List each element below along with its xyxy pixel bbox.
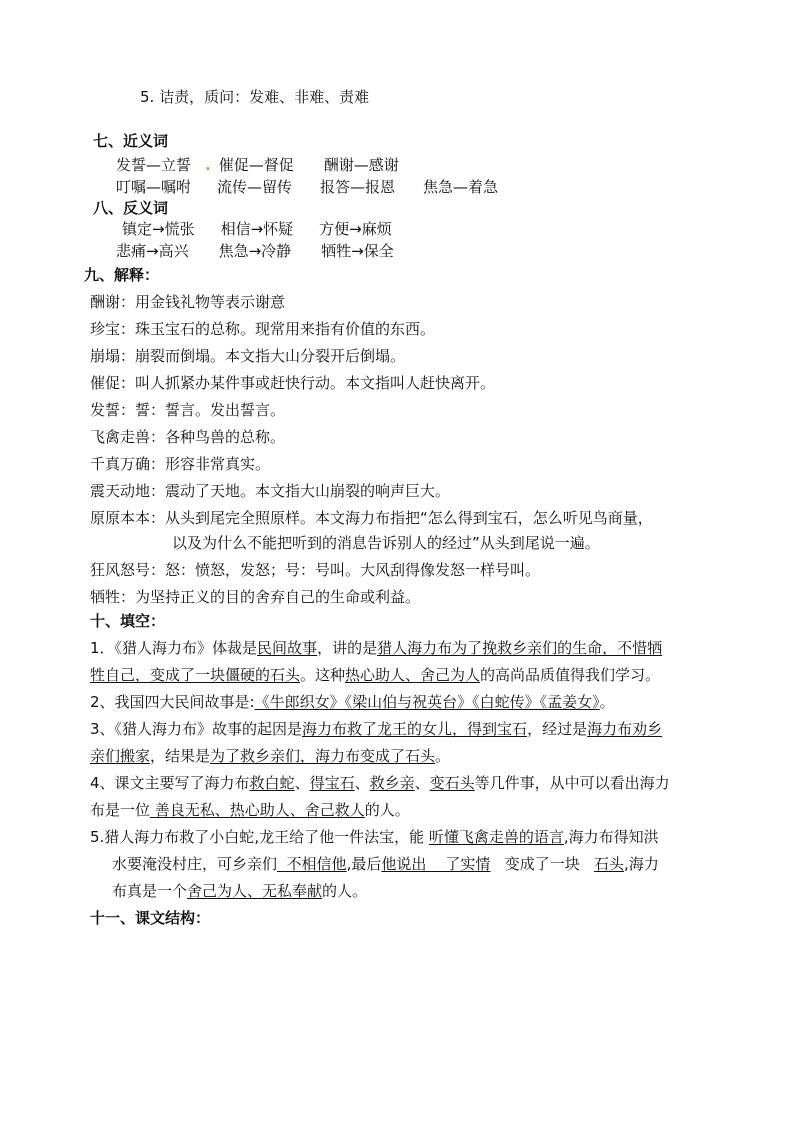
definition-item: 千真万确：形容非常真实。 <box>90 455 271 473</box>
synonym-pair: 发誓—立誓 <box>116 156 192 174</box>
section-10-heading: 十、填空： <box>90 612 166 630</box>
answer-blank: 《牛郎织女》《梁山伯与祝英台》《白蛇传》《孟姜女》 <box>254 693 600 711</box>
section-11-heading: 十一、课文结构： <box>90 909 211 927</box>
definition-item: 牺牲：为坚持正义的目的舍弃自己的生命或利益。 <box>90 588 421 606</box>
answer-blank: 舍己为人、无私奉献 <box>187 882 323 900</box>
antonym-pair: 镇定→慌张 <box>122 220 195 238</box>
synonym-row-2 <box>116 176 498 198</box>
answer-blank: 亲们搬家 <box>90 747 151 765</box>
answer-blank: 变石头 <box>429 774 475 792</box>
answer-blank: 猎人海力布为了挽救乡亲们的生命，不惜牺 <box>377 639 663 657</box>
synonym-pair: 焦急—着急 <box>423 178 499 196</box>
answer-blank: 他说出 了实情 <box>381 855 491 873</box>
definition-item: 发誓：誓：誓言。发出誓言。 <box>90 401 286 419</box>
answer-blank: 民间故事 <box>257 639 318 657</box>
answer-blank: 不相信他 <box>277 855 347 873</box>
answer-blank: 热心助人、舍己为人 <box>345 666 481 684</box>
synonym-row-1: 发誓—立誓 . 催促—督促 酬谢—感谢 <box>116 156 399 174</box>
answer-blank: 救白蛇 <box>249 774 295 792</box>
answer-blank: 为了救乡亲们，海力布变成了石头 <box>210 747 436 765</box>
answer-blank: 听懂飞禽走兽的语言 <box>428 828 564 846</box>
fill-blank-q5-line2: 水要淹没村庄，可乡亲们 不相信他,最后他说出 了实情 变成了一块 石头,海力 <box>112 855 659 873</box>
definition-item: 酬谢：用金钱礼物等表示谢意 <box>90 293 286 311</box>
definition-item: 催促：叫人抓紧办某件事或赶快行动。本文指叫人赶快离开。 <box>90 374 496 392</box>
synonym-pair: 催促—督促 <box>218 156 294 174</box>
fill-blank-q4-line2: 布是一位 善良无私、热心助人、舍己救人的人。 <box>90 801 410 819</box>
fill-blank-q3-line2: 亲们搬家，结果是为了救乡亲们，海力布变成了石头。 <box>90 747 451 765</box>
answer-blank: 牲自己，变成了一块僵硬的石头 <box>90 666 301 684</box>
synonym-pair: 报答—报恩 <box>320 178 396 196</box>
synonym-pair: 流传—留传 <box>217 178 293 196</box>
definition-item: 崩塌：崩裂而倒塌。本文指大山分裂开后倒塌。 <box>90 347 406 365</box>
definition-item: 飞禽走兽：各种鸟兽的总称。 <box>90 428 286 446</box>
antonym-row-1 <box>122 218 392 240</box>
antonym-pair: 方便→麻烦 <box>319 220 392 238</box>
section-7-heading: 七、近义词 <box>93 132 169 150</box>
fill-blank-q1-line1: 1．《猎人海力布》体裁是民间故事，讲的是猎人海力布为了挽救乡亲们的生命，不惜牺 <box>90 639 663 657</box>
antonym-row-2 <box>116 240 394 262</box>
fill-blank-q4-line1: 4、课文主要写了海力布救白蛇、得宝石、救乡亲、变石头等几件事，从中可以看出海力 <box>90 774 670 792</box>
answer-blank: 石头 <box>594 855 625 873</box>
answer-blank: 善良无私、热心助人、舍己救人 <box>150 801 365 819</box>
synonym-pair: 酬谢—感谢 <box>323 156 399 174</box>
definition-item: 震天动地：震动了天地。本文指大山崩裂的响声巨大。 <box>90 482 451 500</box>
definition-item: 珍宝：珠玉宝石的总称。现常用来指有价值的东西。 <box>90 320 436 338</box>
antonym-pair: 焦急→冷静 <box>218 242 292 260</box>
fill-blank-q5-line1: 5.猎人海力布救了小白蛇,龙王给了他一件法宝，能 听懂飞禽走兽的语言,海力布得知洪 <box>90 828 659 846</box>
antonym-pair: 悲痛→高兴 <box>116 242 189 260</box>
answer-blank: 海力布救了龙王的女儿，得到宝石 <box>302 720 528 738</box>
definition-item: 狂风怒号：怒：愤怒，发怒；号：号叫。大风刮得像发怒一样号叫。 <box>90 561 541 579</box>
fill-blank-q2: 2、我国四大民间故事是:《牛郎织女》《梁山伯与祝英台》《白蛇传》《孟姜女》。 <box>90 693 615 711</box>
section-8-heading: 八、反义词 <box>93 199 169 217</box>
antonym-pair: 相信→怀疑 <box>220 220 294 238</box>
definition-item: 原原本本：从头到尾完全照原样。本文海力布指把“怎么得到宝石，怎么听见鸟商量， <box>90 509 653 527</box>
definition-item-continued: 以及为什么不能把听到的消息告诉别人的经过”从头到尾说一遍。 <box>172 534 600 552</box>
answer-blank: 得宝石 <box>309 774 355 792</box>
section-9-heading: 九、解释： <box>84 266 160 284</box>
item-5-line: 5. 诘责，质问：发难、非难、责难 <box>140 88 370 106</box>
fill-blank-q1-line2: 牲自己，变成了一块僵硬的石头。这种热心助人、舍己为人的高尚品质值得我们学习。 <box>90 666 661 684</box>
fill-blank-q5-line3: 布真是一个舍己为人、无私奉献的人。 <box>112 882 368 900</box>
antonym-pair: 牺牲→保全 <box>321 242 394 260</box>
answer-blank: 海力布劝乡 <box>587 720 663 738</box>
answer-blank: 救乡亲 <box>369 774 415 792</box>
fill-blank-q3-line1: 3、《猎人海力布》故事的起因是海力布救了龙王的女儿，得到宝石，经过是海力布劝乡 <box>90 720 663 738</box>
synonym-pair: 叮嘱—嘱咐 <box>116 178 192 196</box>
